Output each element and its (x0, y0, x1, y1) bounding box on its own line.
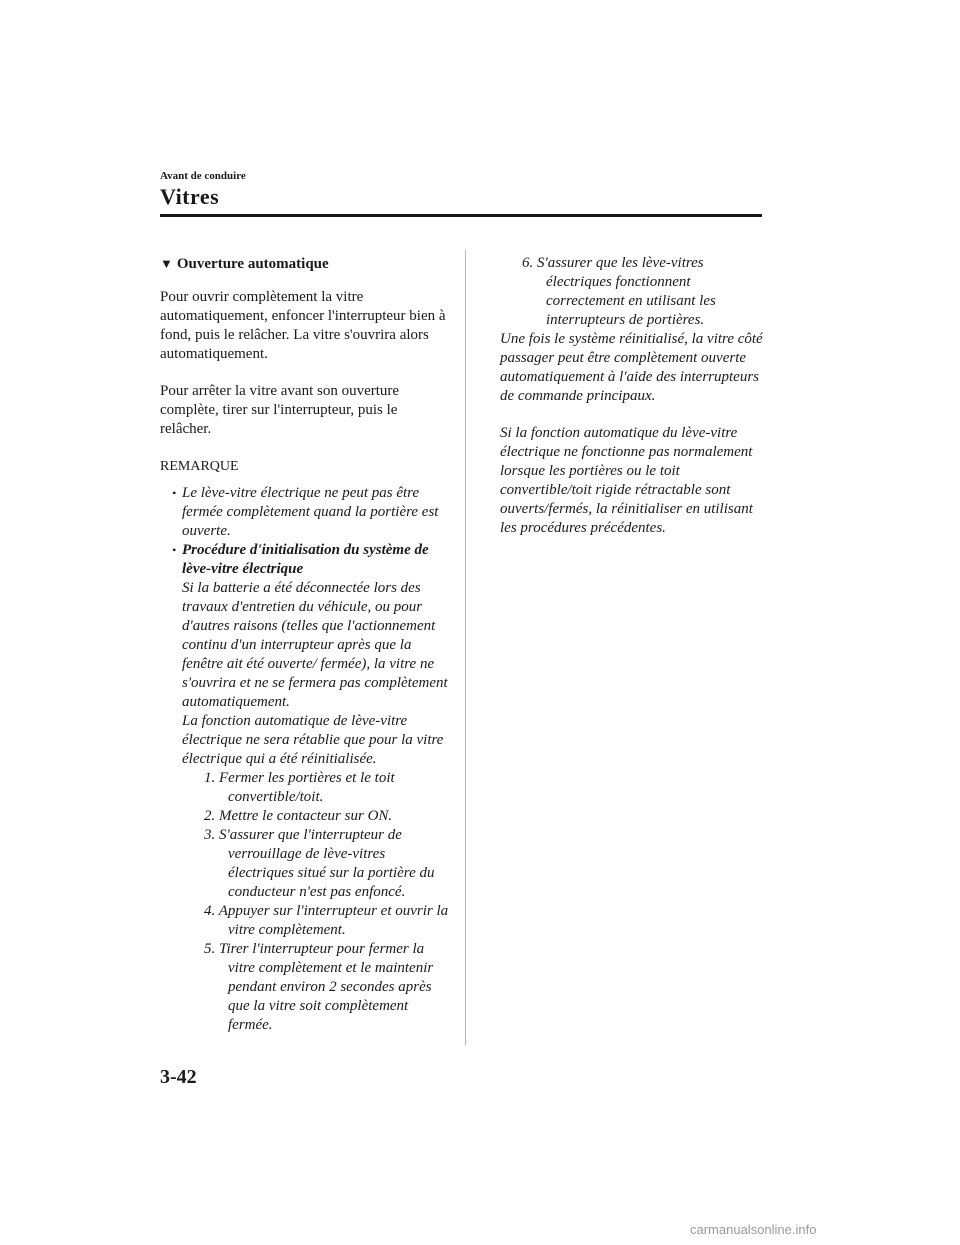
step-item: 4. Appuyer sur l'interrupteur et ouvrir la vitre complètement. (204, 903, 449, 938)
bullet-icon: • (172, 486, 177, 500)
page-title: Vitres (160, 184, 220, 209)
paragraph-reset: Si la fonction automatique du lève-vitre électrique ne fonctionne pas normalement lorsque les portières ou le toit convertible/toit rigide rétractable sont ouverts/fermés, la réinitialiser en utilisant les procédures précédentes. (500, 425, 753, 536)
note-item-initialization (160, 541, 450, 1035)
step-item: 5. Tirer l'interrupteur pour fermer la vitre complètement et le maintenir pendant environ 2 secondes après que la vitre soit complètement fermée. (204, 941, 434, 1033)
title-rule (160, 214, 762, 217)
subsection-heading-text: Ouverture automatique (176, 256, 329, 272)
step-item: 6. S'assurer que les lève-vitres électriques fonctionnent correctement en utilisant les interrupteurs de portières. (522, 255, 716, 328)
paragraph-stop: Pour arrêter la vitre avant son ouverture complète, tirer sur l'interrupteur, puis le relâcher. (160, 383, 400, 437)
note-body: La fonction automatique de lève-vitre électrique ne sera rétablie que pour la vitre électrique qui a été réinitialisée. (182, 713, 444, 767)
right-column (500, 254, 765, 556)
paragraph-open: Pour ouvrir complètement la vitre automatiquement, enfoncer l'interrupteur bien à fond, puis le relâcher. La vitre s'ouvrira alors automatiquement. (160, 289, 446, 362)
paragraph-passenger: Une fois le système réinitialisé, la vitre côté passager peut être complètement ouverte automatiquement à l'aide des interrupteurs de commande principaux. (500, 331, 763, 404)
page-number: 3-42 (160, 1066, 197, 1088)
column-divider (465, 250, 466, 1045)
section-label: Avant de conduire (160, 170, 246, 182)
triangle-down-icon: ▼ (160, 256, 173, 271)
bullet-icon: • (172, 543, 177, 557)
note-item (160, 484, 450, 541)
subsection-heading (160, 254, 450, 274)
note-text: Le lève-vitre électrique ne peut pas être fermée complètement quand la portière est ouverte. (182, 485, 439, 539)
watermark: carmanualsonline.info (690, 1222, 817, 1237)
note-body: Si la batterie a été déconnectée lors des travaux d'entretien du véhicule, ou pour d'autres raisons (telles que l'actionnement continu d'un interrupteur après que la fenêtre ait été ouverte/ fermée), la vitre ne s'ouvrira et ne se fermera pas complètement automatiquement. (182, 580, 448, 710)
step-item: 2. Mettre le contacteur sur ON. (204, 808, 393, 824)
note-label: REMARQUE (160, 459, 239, 474)
step-item: 3. S'assurer que l'interrupteur de verrouillage de lève-vitres électriques situé sur la portière du conducteur n'est pas enfoncé. (204, 827, 435, 900)
left-column (160, 254, 450, 1035)
step-item: 1. Fermer les portières et le toit convertible/toit. (204, 770, 395, 805)
note-title: Procédure d'initialisation du système de lève-vitre électrique (182, 542, 429, 577)
